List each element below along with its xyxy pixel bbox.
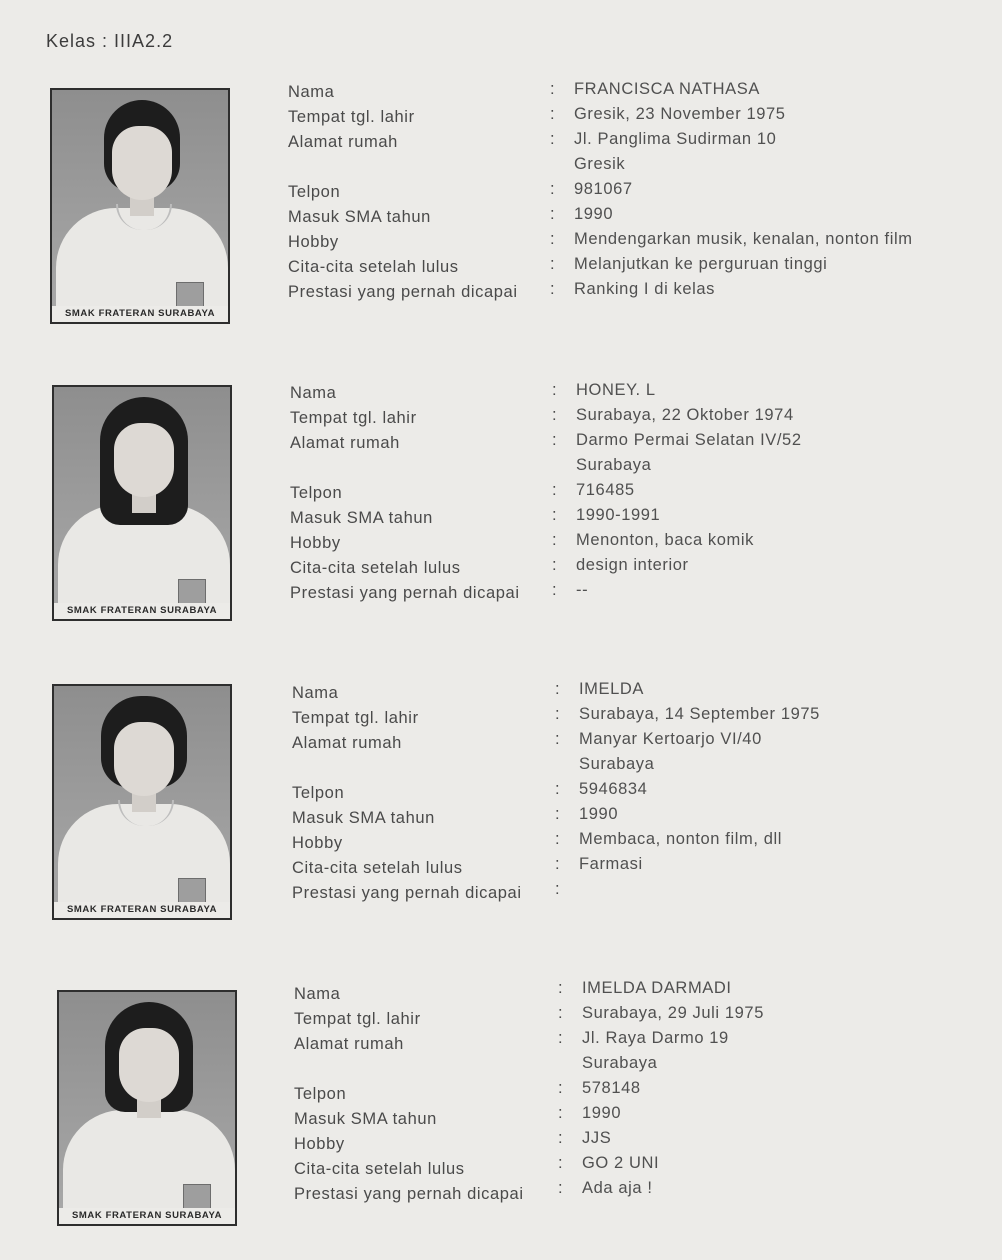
student-photo [52,385,232,621]
value-alamat-city: Surabaya [579,755,655,773]
field-labels [292,681,522,906]
photo-caption: SMAK FRATERAN SURABAYA [52,306,228,322]
value-alamat: Darmo Permai Selatan IV/52 [576,431,802,449]
label-ttl: Tempat tgl. lahir [288,108,415,126]
field-values: : IMELDA DARMADI : Surabaya, 29 Juli 1975 : Jl. Raya Darmo 19 Surabaya : 578148 : 1990 : JJS : GO 2 UNI : Ada aja ! [558,976,764,1201]
value-telpon: 716485 [576,481,635,499]
photo-caption: SMAK FRATERAN SURABAYA [54,603,230,619]
value-ttl: Surabaya, 14 September 1975 [579,705,820,723]
school-badge-icon [183,1184,211,1210]
label-masuk: Masuk SMA tahun [288,208,431,226]
school-badge-icon [176,282,204,308]
value-alamat: Jl. Panglima Sudirman 10 [574,130,777,148]
value-masuk: 1990 [582,1104,622,1122]
value-alamat-city: Surabaya [582,1054,658,1072]
label-telpon: Telpon [288,183,341,201]
value-nama: FRANCISCA NATHASA [574,80,760,98]
photo-caption: SMAK FRATERAN SURABAYA [59,1208,235,1224]
label-ttl: Tempat tgl. lahir [290,409,417,427]
label-hobby: Hobby [294,1135,345,1153]
field-values: : IMELDA : Surabaya, 14 September 1975 : Manyar Kertoarjo VI/40 Surabaya : 5946834 : 1990 : Membaca, nonton film, dll : Farmasi : [555,677,820,902]
value-ttl: Surabaya, 29 Juli 1975 [582,1004,764,1022]
value-telpon: 5946834 [579,780,648,798]
label-ttl: Tempat tgl. lahir [294,1010,421,1028]
value-alamat: Jl. Raya Darmo 19 [582,1029,729,1047]
field-labels [288,80,518,305]
field-values: : FRANCISCA NATHASA : Gresik, 23 November 1975 : Jl. Panglima Sudirman 10 Gresik : 981067 : 1990 : Mendengarkan musik, kenalan, nonton film : Melanjutkan ke perguruan tinggi : Ranking I di kelas [550,77,913,302]
value-ttl: Surabaya, 22 Oktober 1974 [576,406,794,424]
value-nama: IMELDA DARMADI [582,979,732,997]
label-cita: Cita-cita setelah lulus [292,859,463,877]
value-telpon: 578148 [582,1079,641,1097]
value-cita: Farmasi [579,855,643,873]
student-entry [0,80,1002,340]
value-alamat-city: Gresik [574,155,626,173]
label-cita: Cita-cita setelah lulus [290,559,461,577]
student-entry [0,681,1002,941]
student-photo [57,990,237,1226]
label-nama: Nama [294,985,341,1003]
field-values: : HONEY. L : Surabaya, 22 Oktober 1974 : Darmo Permai Selatan IV/52 Surabaya : 716485 : 1990-1991 : Menonton, baca komik : design interior : -- [552,378,802,603]
label-masuk: Masuk SMA tahun [292,809,435,827]
value-cita: design interior [576,556,689,574]
label-cita: Cita-cita setelah lulus [288,258,459,276]
label-cita: Cita-cita setelah lulus [294,1160,465,1178]
label-prestasi: Prestasi yang pernah dicapai [292,884,522,902]
label-hobby: Hobby [290,534,341,552]
photo-caption: SMAK FRATERAN SURABAYA [54,902,230,918]
label-prestasi: Prestasi yang pernah dicapai [294,1185,524,1203]
value-hobby: Mendengarkan musik, kenalan, nonton film [574,230,913,248]
value-cita: Melanjutkan ke perguruan tinggi [574,255,828,273]
value-telpon: 981067 [574,180,633,198]
label-masuk: Masuk SMA tahun [290,509,433,527]
value-prestasi: Ranking I di kelas [574,280,716,298]
label-telpon: Telpon [292,784,345,802]
label-alamat: Alamat rumah [292,734,402,752]
label-prestasi: Prestasi yang pernah dicapai [288,283,518,301]
value-nama: IMELDA [579,680,645,698]
value-ttl: Gresik, 23 November 1975 [574,105,786,123]
label-nama: Nama [288,83,335,101]
value-masuk: 1990 [579,805,619,823]
school-badge-icon [178,579,206,605]
label-nama: Nama [290,384,337,402]
value-hobby: JJS [582,1129,612,1147]
value-prestasi: Ada aja ! [582,1179,653,1197]
value-cita: GO 2 UNI [582,1154,660,1172]
class-label: Kelas : [46,31,109,51]
label-hobby: Hobby [288,233,339,251]
label-alamat: Alamat rumah [288,133,398,151]
value-masuk: 1990-1991 [576,506,661,524]
label-alamat: Alamat rumah [294,1035,404,1053]
class-value: IIIA2.2 [114,31,174,51]
field-labels [290,381,520,606]
student-entry [0,979,1002,1242]
value-prestasi: -- [576,581,589,599]
school-badge-icon [178,878,206,904]
student-photo [50,88,230,324]
field-labels [294,982,524,1207]
value-hobby: Membaca, nonton film, dll [579,830,783,848]
student-photo [52,684,232,920]
class-heading [46,31,173,52]
label-masuk: Masuk SMA tahun [294,1110,437,1128]
value-alamat-city: Surabaya [576,456,652,474]
label-alamat: Alamat rumah [290,434,400,452]
label-telpon: Telpon [290,484,343,502]
label-prestasi: Prestasi yang pernah dicapai [290,584,520,602]
label-hobby: Hobby [292,834,343,852]
value-masuk: 1990 [574,205,614,223]
value-hobby: Menonton, baca komik [576,531,755,549]
label-telpon: Telpon [294,1085,347,1103]
label-nama: Nama [292,684,339,702]
value-alamat: Manyar Kertoarjo VI/40 [579,730,762,748]
student-entry [0,381,1002,641]
label-ttl: Tempat tgl. lahir [292,709,419,727]
value-nama: HONEY. L [576,381,656,399]
